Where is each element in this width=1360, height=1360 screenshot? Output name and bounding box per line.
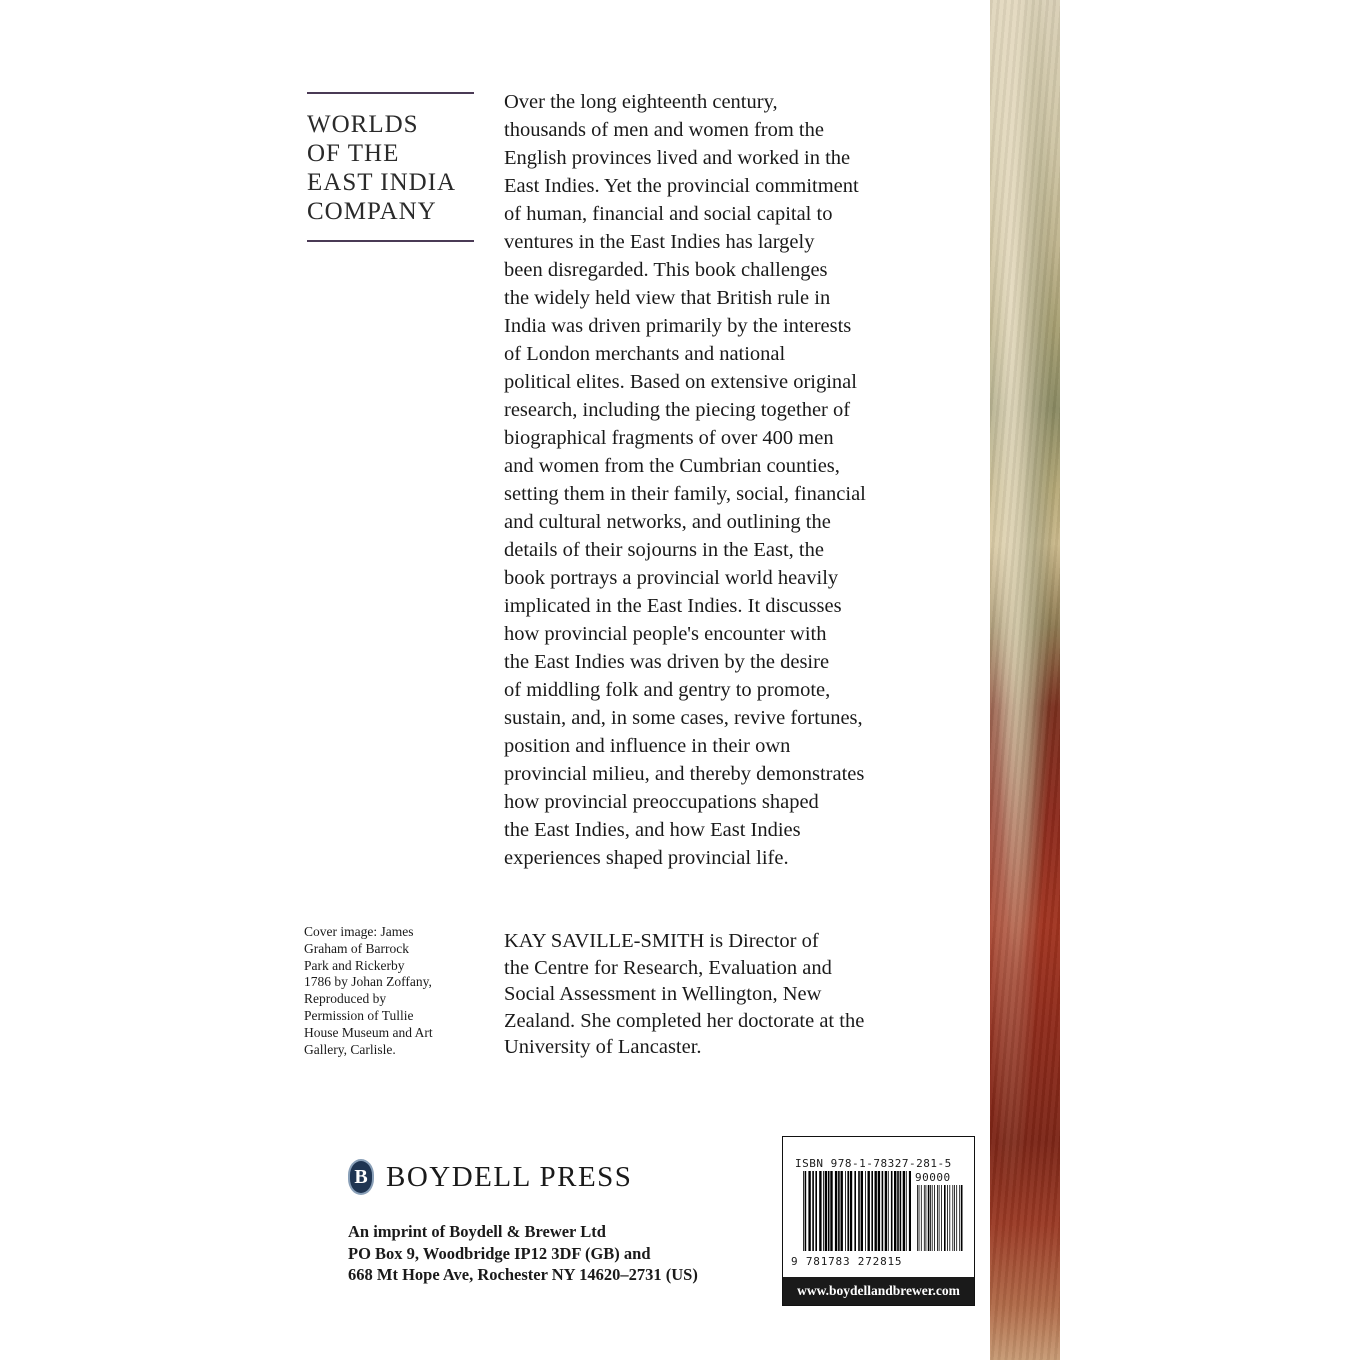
author-line: KAY SAVILLE-SMITH is Director of <box>504 930 819 952</box>
author-line: Social Assessment in Wellington, New <box>504 983 822 1005</box>
blurb-line: English provinces lived and worked in the <box>504 147 851 169</box>
series-title: WORLDS OF THE EAST INDIA COMPANY <box>307 111 457 225</box>
publisher-address <box>348 1221 698 1286</box>
boydell-logo-icon: B <box>348 1159 374 1195</box>
blurb-line: East Indies. Yet the provincial commitment <box>504 175 859 197</box>
publisher-name: BOYDELL PRESS <box>386 1160 633 1193</box>
author-line: University of Lancaster. <box>504 1036 702 1058</box>
blurb-line: implicated in the East Indies. It discusses <box>504 595 842 617</box>
caption-line: Cover image: James <box>304 924 414 939</box>
blurb-line: position and influence in their own <box>504 735 791 757</box>
website-link[interactable]: www.boydellandbrewer.com <box>783 1277 974 1305</box>
blurb-line: sustain, and, in some cases, revive fortunes, <box>504 707 863 729</box>
blurb-text <box>504 88 924 872</box>
barcode-box <box>782 1136 975 1306</box>
blurb-line: experiences shaped provincial life. <box>504 847 789 869</box>
blurb-line: and cultural networks, and outlining the <box>504 511 831 533</box>
blurb-line: ventures in the East Indies has largely <box>504 231 815 253</box>
address-line: 668 Mt Hope Ave, Rochester NY 14620–2731 (US) <box>348 1265 698 1284</box>
blurb-line: the widely held view that British rule in <box>504 287 831 309</box>
blurb-line: of London merchants and national <box>504 343 786 365</box>
ean-digits: 9 781783 272815 <box>791 1255 903 1268</box>
cover-image-caption <box>304 924 474 1058</box>
blurb-line: thousands of men and women from the <box>504 119 824 141</box>
blurb-line: biographical fragments of over 400 men <box>504 427 834 449</box>
blurb-line: of human, financial and social capital to <box>504 203 833 225</box>
blurb-line: setting them in their family, social, financial <box>504 483 866 505</box>
cover-painting-edge <box>990 0 1060 1360</box>
author-line: Zealand. She completed her doctorate at the <box>504 1009 865 1032</box>
blurb-line: Over the long eighteenth century, <box>504 91 778 113</box>
caption-line: Graham of Barrock <box>304 940 409 956</box>
caption-line: Reproduced by <box>304 991 387 1007</box>
caption-line: 1786 by Johan Zoffany, <box>304 974 432 990</box>
caption-line: House Museum and Art <box>304 1024 433 1040</box>
barcode-addon-number: 90000 <box>915 1171 951 1184</box>
barcode-addon-icon <box>917 1185 965 1251</box>
blurb-line: of middling folk and gentry to promote, <box>504 679 831 701</box>
blurb-line: details of their sojourns in the East, the <box>504 539 824 561</box>
blurb-line: the East Indies, and how East Indies <box>504 819 801 841</box>
blurb-line: how provincial preoccupations shaped <box>504 791 819 813</box>
publisher-logo <box>348 1157 632 1197</box>
barcode-main-icon <box>803 1171 911 1251</box>
author-bio <box>504 928 924 1061</box>
blurb-line: how provincial people's encounter with <box>504 623 827 645</box>
isbn-label: ISBN 978-1-78327-281-5 <box>795 1157 952 1170</box>
blurb-line: India was driven primarily by the interests <box>504 315 852 337</box>
caption-line: Park and Rickerby <box>304 957 405 973</box>
author-line: the Centre for Research, Evaluation and <box>504 956 832 979</box>
blurb-line: book portrays a provincial world heavily <box>504 567 839 589</box>
blurb-line: political elites. Based on extensive original <box>504 371 857 393</box>
blurb-line: research, including the piecing together of <box>504 399 851 421</box>
caption-line: Permission of Tullie <box>304 1007 414 1023</box>
address-line: PO Box 9, Woodbridge IP12 3DF (GB) and <box>348 1243 651 1263</box>
blurb-line: provincial milieu, and thereby demonstrates <box>504 763 865 785</box>
blurb-line: and women from the Cumbrian counties, <box>504 455 840 477</box>
address-line: An imprint of Boydell & Brewer Ltd <box>348 1222 606 1241</box>
series-box <box>307 92 474 242</box>
caption-line: Gallery, Carlisle. <box>304 1041 396 1057</box>
blurb-line: the East Indies was driven by the desire <box>504 651 830 673</box>
blurb-line: been disregarded. This book challenges <box>504 259 828 281</box>
